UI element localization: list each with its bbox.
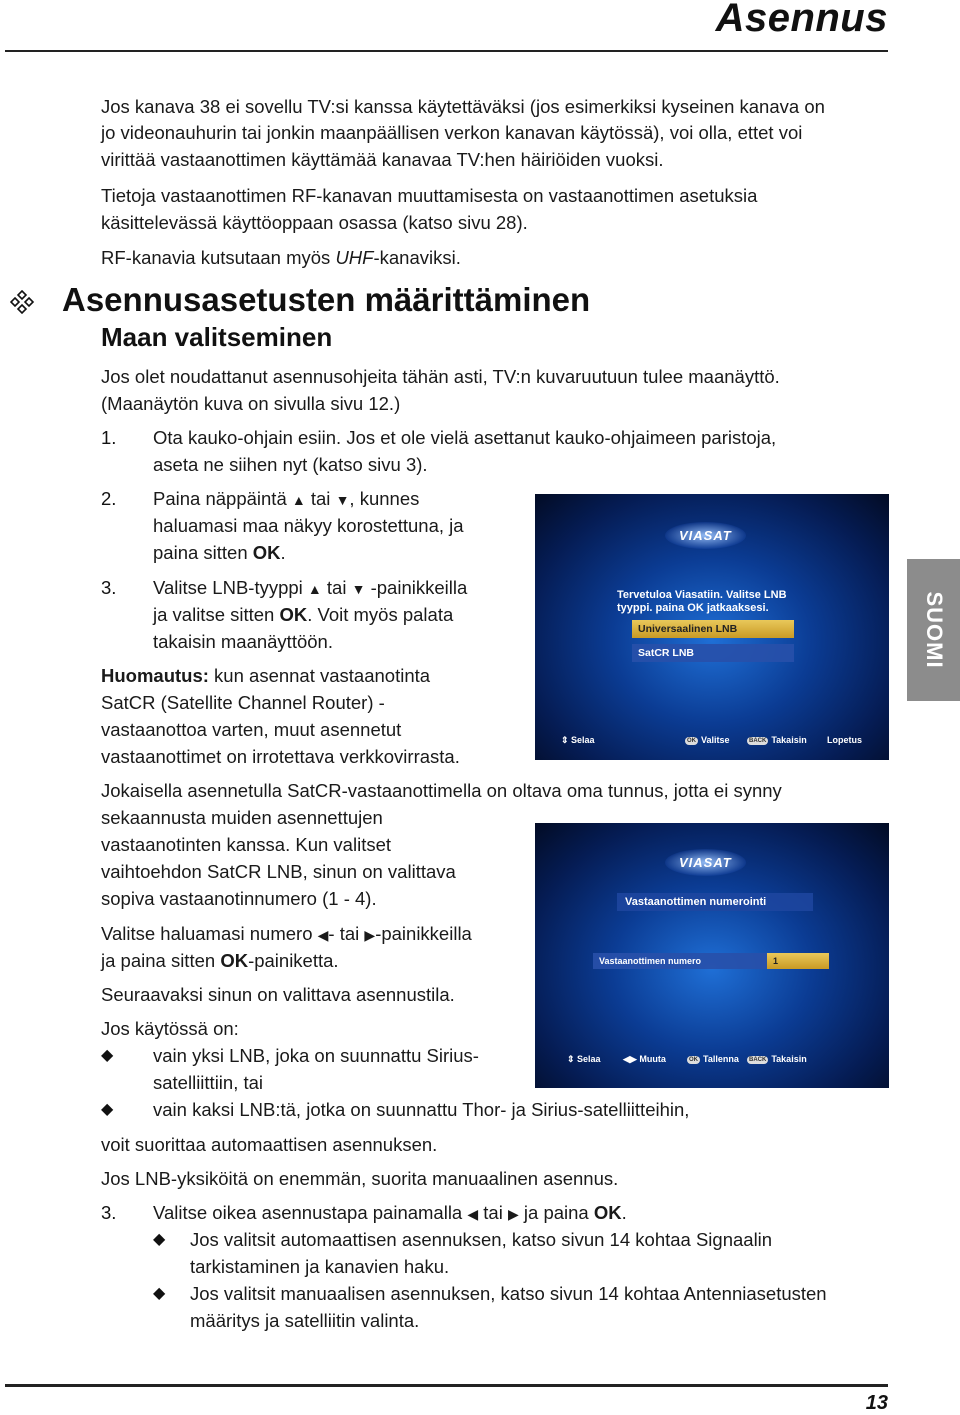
header-rule bbox=[5, 50, 888, 52]
bullet-icon: ◆ bbox=[101, 1047, 114, 1064]
side-tab-label: SUOMI bbox=[921, 591, 947, 669]
viasat-logo: VIASAT bbox=[665, 849, 746, 876]
step-number: 3. bbox=[101, 1202, 117, 1223]
step-line: paina sitten OK. bbox=[153, 542, 286, 563]
body-line: Valitse haluamasi numero ◀- tai ▶-painikkeilla bbox=[101, 923, 472, 944]
bullet-line: Jos valitsit automaattisen asennuksen, katso sivun 14 kohtaa Signaalin bbox=[190, 1229, 773, 1250]
page-number: 13 bbox=[865, 1392, 888, 1414]
intro-line: Tietoja vastaanottimen RF-kanavan muuttamisesta on vastaanottimen asetuksia bbox=[101, 185, 758, 206]
step-line: Valitse LNB-tyyppi ▲ tai ▼ -painikkeilla bbox=[153, 577, 468, 598]
screen-footer: ⇕ Selaa OK Valitse BACK Takaisin Lopetus bbox=[561, 735, 862, 745]
step-line: haluamasi maa näkyy korostettuna, ja bbox=[153, 515, 464, 536]
body-line: Jos LNB-yksiköitä on enemmän, suorita manuaalinen asennus. bbox=[101, 1168, 619, 1189]
note-line: SatCR (Satellite Channel Router) - bbox=[101, 692, 385, 713]
bullet-line: vain yksi LNB, joka on suunnattu Sirius- bbox=[153, 1045, 479, 1066]
section-subtitle: Maan valitseminen bbox=[101, 322, 333, 352]
body-line: sopiva vastaanotinnumero (1 - 4). bbox=[101, 888, 377, 909]
screen-message: tyyppi. paina OK jatkaaksesi. bbox=[617, 602, 769, 614]
footer-rule bbox=[5, 1384, 888, 1387]
bullet-icon: ◆ bbox=[101, 1101, 114, 1118]
bullet-icon: ◆ bbox=[153, 1231, 166, 1248]
bullet-line: Jos valitsit manuaalisen asennuksen, katso sivun 14 kohtaa Antenniasetusten bbox=[190, 1283, 827, 1304]
screen-footer: ⇕ Selaa ◀▶ Muuta OK Tallenna BACK Takaisin bbox=[567, 1054, 807, 1064]
down-arrow-icon: ▼ bbox=[351, 581, 366, 597]
receiver-number-label: Vastaanottimen numero bbox=[593, 953, 775, 969]
receiver-number-value: 1 bbox=[767, 953, 829, 969]
step-number: 2. bbox=[101, 488, 117, 509]
note-line: vastaanottimet on irrotettava verkkovirrasta. bbox=[101, 746, 460, 767]
step-number: 1. bbox=[101, 427, 117, 448]
step-number: 3. bbox=[101, 577, 117, 598]
step-line: Valitse oikea asennustapa painamalla ◀ tai ▶ ja paina OK. bbox=[153, 1202, 627, 1223]
down-arrow-icon: ▼ bbox=[335, 492, 350, 508]
bullet-line: määritys ja satelliitin valinta. bbox=[190, 1310, 420, 1331]
intro-line: RF-kanavia kutsutaan myös UHF-kanaviksi. bbox=[101, 247, 461, 268]
body-line: vaihtoehdon SatCR LNB, sinun on valittava bbox=[101, 861, 456, 882]
viasat-logo: VIASAT bbox=[665, 522, 746, 549]
body-line: sekaannusta muiden asennettujen bbox=[101, 807, 383, 828]
left-arrow-icon: ◀ bbox=[467, 1206, 479, 1222]
intro-line: käsittelevässä käyttöoppaan osassa (katso sivu 28). bbox=[101, 212, 528, 233]
step-line: Ota kauko-ohjain esiin. Jos et ole vielä asettanut kauko-ohjaimeen paristoja, bbox=[153, 427, 777, 448]
section-diamond-icon bbox=[10, 290, 46, 314]
section-line: Jos olet noudattanut asennusohjeita tähän asti, TV:n kuvaruutuun tulee maanäyttö. bbox=[101, 366, 780, 387]
step-line: aseta ne siihen nyt (katso sivu 3). bbox=[153, 454, 428, 475]
note-line: Huomautus: kun asennat vastaanotinta bbox=[101, 665, 431, 686]
body-line: ja paina sitten OK-painiketta. bbox=[101, 950, 339, 971]
intro-line: Jos kanava 38 ei sovellu TV:si kanssa käytettäväksi (jos esimerkiksi kyseinen kanava on bbox=[101, 96, 825, 117]
note-line: vastaanottoa varten, muut asennetut bbox=[101, 719, 402, 740]
bullet-line: tarkistaminen ja kanavien haku. bbox=[190, 1256, 450, 1277]
bullet-icon: ◆ bbox=[153, 1285, 166, 1302]
bullet-line: vain kaksi LNB:tä, jotka on suunnattu Thor- ja Sirius-satelliitteihin, bbox=[153, 1099, 690, 1120]
screen-message: Tervetuloa Viasatiin. Valitse LNB bbox=[617, 589, 787, 601]
step-line: takaisin maanäyttöön. bbox=[153, 631, 333, 652]
tv-screenshot-receiver-number bbox=[535, 823, 889, 1088]
screen-title: Vastaanottimen numerointi bbox=[617, 893, 813, 911]
tv-screenshot-lnb bbox=[535, 494, 889, 760]
right-arrow-icon: ▶ bbox=[364, 927, 376, 943]
step-line: Paina näppäintä ▲ tai ▼, kunnes bbox=[153, 488, 420, 509]
right-arrow-icon: ▶ bbox=[507, 1206, 519, 1222]
body-line: vastaanotinten kanssa. Kun valitset bbox=[101, 834, 392, 855]
body-line: voit suorittaa automaattisen asennuksen. bbox=[101, 1134, 438, 1155]
section-title: Asennusasetusten määrittäminen bbox=[62, 281, 591, 318]
option-universal-lnb: Universaalinen LNB bbox=[632, 620, 794, 638]
body-line: Jokaisella asennetulla SatCR-vastaanottimella on oltava oma tunnus, jotta ei synny bbox=[101, 780, 782, 801]
bullet-line: satelliittiin, tai bbox=[153, 1072, 264, 1093]
intro-line: virittää vastaanottimen käyttämää kanavaa TV:hen häiriöiden vuoksi. bbox=[101, 149, 664, 170]
language-side-tab bbox=[907, 559, 960, 701]
step-line: ja valitse sitten OK. Voit myös palata bbox=[153, 604, 454, 625]
intro-line: jo videonauhurin tai jonkin maanpäällisen verkon kanavan käytössä), voi olla, ettet voi bbox=[101, 122, 803, 143]
left-arrow-icon: ◀ bbox=[317, 927, 329, 943]
page-header-title: Asennus bbox=[715, 0, 888, 40]
up-arrow-icon: ▲ bbox=[307, 581, 322, 597]
option-satcr-lnb: SatCR LNB bbox=[632, 644, 794, 662]
body-line: Jos käytössä on: bbox=[101, 1018, 239, 1039]
body-line: Seuraavaksi sinun on valittava asennustila. bbox=[101, 984, 455, 1005]
up-arrow-icon: ▲ bbox=[291, 492, 306, 508]
footer-scroll: ⇕ Selaa bbox=[561, 735, 595, 745]
section-line: (Maanäytön kuva on sivulla sivu 12.) bbox=[101, 393, 401, 414]
